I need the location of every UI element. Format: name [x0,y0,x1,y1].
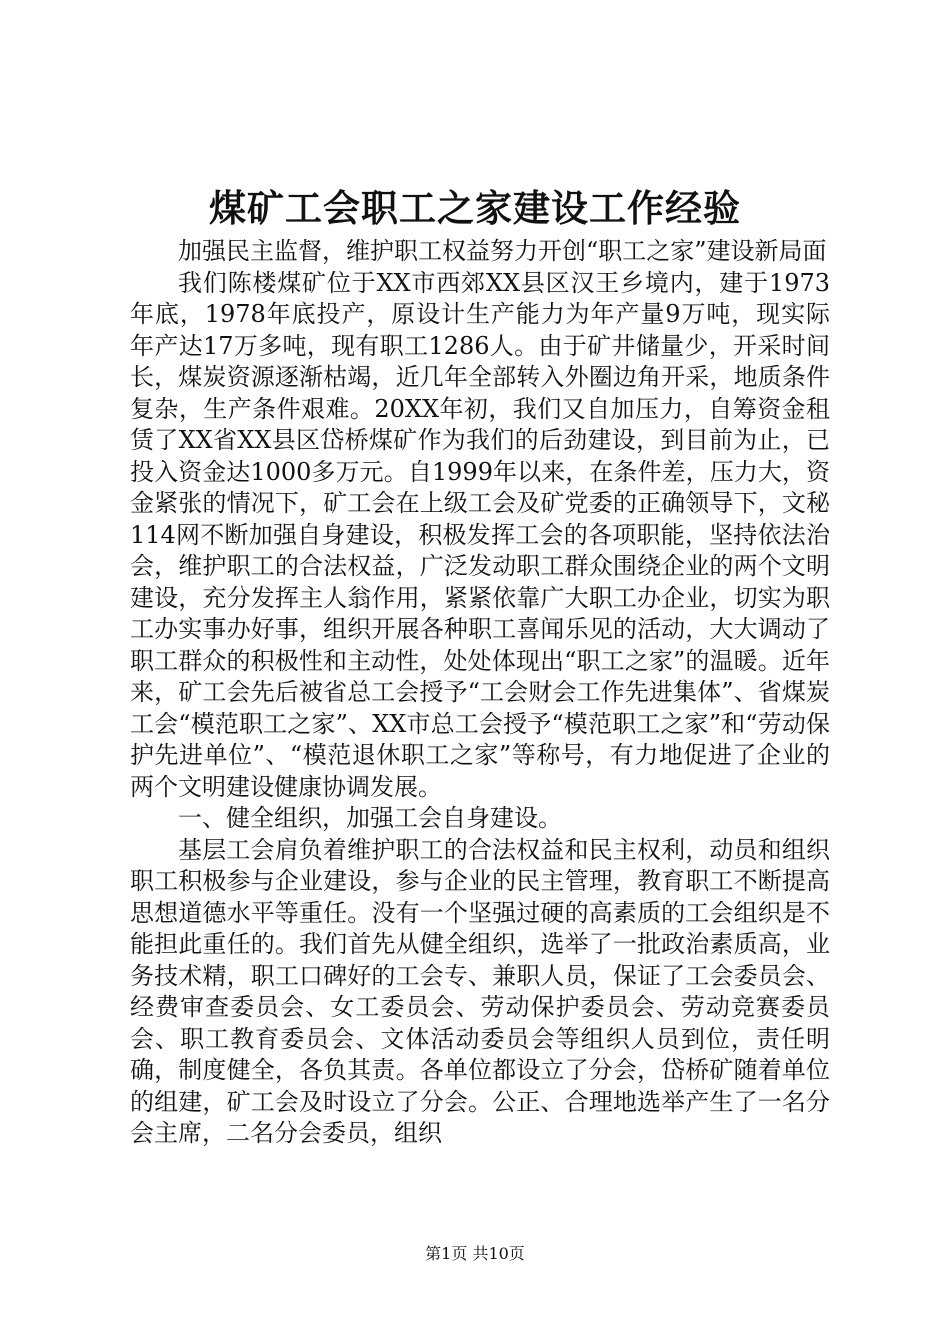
section-heading: 一、健全组织，加强工会自身建设。 [178,804,562,832]
document-title: 煤矿工会职工之家建设工作经验 [209,186,741,230]
body-paragraph: 基层工会肩负着维护职工的合法权益和民主权利，动员和组织职工积极参与企业建设，参与企业的民主管理，教育职工不断提高思想道德水平等重任。没有一个坚强过硬的高素质的工会组织是不能担此重任的。我们首先从健全组织，选举了一批政治素质高，业务技术精，职工口碑好的工会专、兼职人员，保证了工会委员会、经费审查委员会、女工委员会、劳动保护委员会、劳动竞赛委员会、职工教育委员会、文体活动委员会等组织人员到位，责任明确，制度健全，各负其责。各单位都设立了分会，岱桥矿随着单位的组建，矿工会及时设立了分会。公正、合理地选举产生了一名分会主席，二名分会委员，组织 [130,835,830,1147]
document-body [130,236,830,1150]
intro-paragraph: 我们陈楼煤矿位于XX市西郊XX县区汉王乡境内，建于1973年底，1978年底投产，原设计生产能力为年产量9万吨，现实际年产达17万多吨，现有职工1286人。由于矿井储量少，开采时间长，煤炭资源逐渐枯竭，近几年全部转入外圈边角开采，地质条件复杂，生产条件艰难。20XX年初，我们又自加压力，自筹资金租赁了XX省XX县区岱桥煤矿作为我们的后劲建设，到目前为止，已投入资金达1000多万元。自1999年以来，在条件差，压力大，资金紧张的情况下，矿工会在上级工会及矿党委的正确领导下，文秘114网不断加强自身建设，积极发挥工会的各项职能，坚持依法治会，维护职工的合法权益，广泛发动职工群众围绕企业的两个文明建设，充分发挥主人翁作用，紧紧依靠广大职工办企业，切实为职工办实事办好事，组织开展各种职工喜闻乐见的活动，大大调动了职工群众的积极性和主动性，处处体现出“职工之家”的温暖。近年来，矿工会先后被省总工会授予“工会财会工作先进集体”、省煤炭工会“模范职工之家”、XX市总工会授予“模范职工之家”和“劳动保护先进单位”、“模范退休职工之家”等称号，有力地促进了企业的两个文明建设健康协调发展。 [130,268,830,801]
page-footer: 第1页 共10页 [425,1244,525,1263]
subtitle-paragraph: 加强民主监督，维护职工权益努力开创“职工之家”建设新局面 [178,237,827,265]
